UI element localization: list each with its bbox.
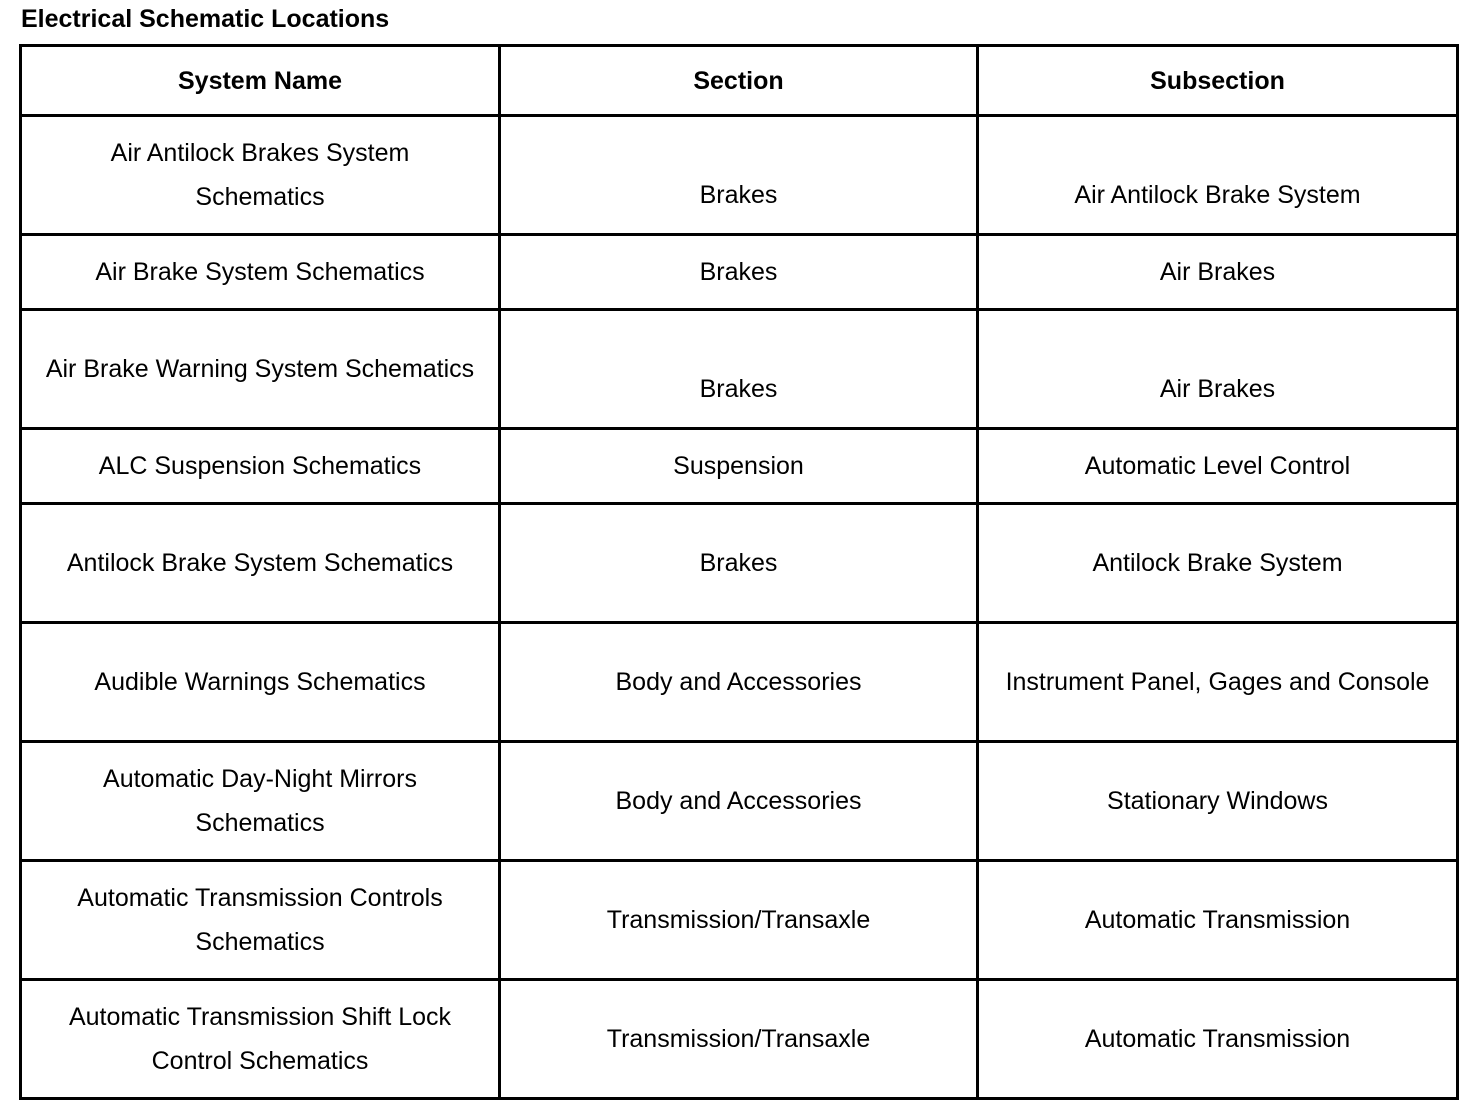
system-name-cell: Audible Warnings Schematics (21, 623, 500, 742)
column-header-section: Section (500, 46, 978, 116)
section-cell: Body and Accessories (500, 623, 978, 742)
table-row (21, 429, 1458, 504)
system-name-cell: ALC Suspension Schematics (21, 429, 500, 504)
table-row (21, 742, 1458, 861)
subsection-cell: Air Brakes (978, 235, 1458, 310)
table-row (21, 623, 1458, 742)
table-header-row (21, 46, 1458, 116)
table-row (21, 861, 1458, 980)
system-name-cell: Air Antilock Brakes System Schematics (21, 116, 500, 235)
schematic-locations-table (19, 44, 1459, 1100)
section-cell: Transmission/Transaxle (500, 861, 978, 980)
section-cell: Suspension (500, 429, 978, 504)
column-header-system-name: System Name (21, 46, 500, 116)
subsection-cell: Stationary Windows (978, 742, 1458, 861)
subsection-cell: Automatic Level Control (978, 429, 1458, 504)
system-name-cell: Antilock Brake System Schematics (21, 504, 500, 623)
section-cell: Transmission/Transaxle (500, 980, 978, 1099)
section-cell: Brakes (500, 235, 978, 310)
subsection-cell: Instrument Panel, Gages and Console (978, 623, 1458, 742)
subsection-cell: Air Brakes (978, 310, 1458, 429)
table-row (21, 980, 1458, 1099)
subsection-cell: Air Antilock Brake System (978, 116, 1458, 235)
section-cell: Body and Accessories (500, 742, 978, 861)
section-cell: Brakes (500, 310, 978, 429)
system-name-cell: Automatic Day-Night Mirrors Schematics (21, 742, 500, 861)
system-name-cell: Automatic Transmission Controls Schematics (21, 861, 500, 980)
subsection-cell: Automatic Transmission (978, 861, 1458, 980)
section-cell: Brakes (500, 116, 978, 235)
table-row (21, 504, 1458, 623)
column-header-subsection: Subsection (978, 46, 1458, 116)
table-row (21, 310, 1458, 429)
page-title: Electrical Schematic Locations (21, 5, 390, 33)
section-cell: Brakes (500, 504, 978, 623)
system-name-cell: Automatic Transmission Shift Lock Control Schematics (21, 980, 500, 1099)
system-name-cell: Air Brake System Schematics (21, 235, 500, 310)
table-row (21, 116, 1458, 235)
subsection-cell: Antilock Brake System (978, 504, 1458, 623)
table-row (21, 235, 1458, 310)
subsection-cell: Automatic Transmission (978, 980, 1458, 1099)
system-name-cell: Air Brake Warning System Schematics (21, 310, 500, 429)
